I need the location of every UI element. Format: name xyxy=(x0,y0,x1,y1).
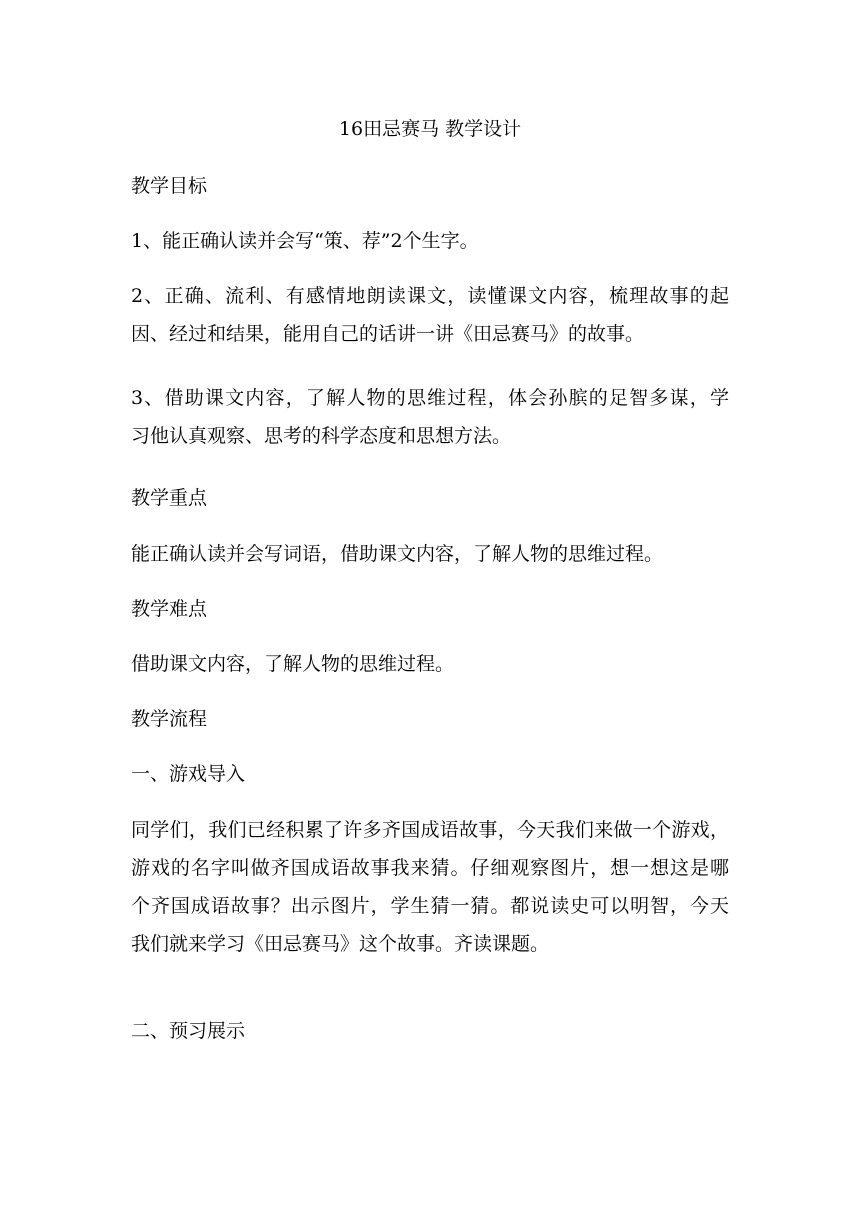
goal-1: 1、能正确认读并会写“策、荐”2个生字。 xyxy=(131,230,479,252)
goal-2 xyxy=(131,277,729,353)
section-1-line-1: 同学们，我们已经积累了许多齐国成语故事，今天我们来做一个游戏， xyxy=(131,819,729,841)
goal-3-line-2: 习他认真观察、思考的科学态度和思想方法。 xyxy=(131,425,512,447)
goals-heading: 教学目标 xyxy=(131,175,208,197)
section-1-line-3: 个齐国成语故事？出示图片，学生猜一猜。都说读史可以明智，今天 xyxy=(131,895,729,917)
document-title: 16田忌赛马 教学设计 xyxy=(338,118,522,140)
key-points-heading: 教学重点 xyxy=(131,487,208,509)
section-1-line-4: 我们就来学习《田忌赛马》这个故事。齐读课题。 xyxy=(131,933,550,955)
goal-2-line-2: 因、经过和结果，能用自己的话讲一讲《田忌赛马》的故事。 xyxy=(131,323,645,345)
process-heading: 教学流程 xyxy=(131,708,208,730)
section-1-body xyxy=(131,811,729,963)
goal-3-line-1: 3、借助课文内容，了解人物的思维过程，体会孙膑的足智多谋，学 xyxy=(131,387,729,409)
goal-2-line-1: 2、正确、流利、有感情地朗读课文，读懂课文内容，梳理故事的起 xyxy=(131,285,729,307)
section-1-line-2: 游戏的名字叫做齐国成语故事我来猜。仔细观察图片，想一想这是哪 xyxy=(131,857,729,879)
goal-3 xyxy=(131,379,729,455)
difficulty-text: 借助课文内容，了解人物的思维过程。 xyxy=(131,653,455,675)
difficulty-heading: 教学难点 xyxy=(131,598,208,620)
section-1-heading: 一、游戏导入 xyxy=(131,763,246,785)
section-2-heading: 二、预习展示 xyxy=(131,1020,246,1042)
key-points-text: 能正确认读并会写词语，借助课文内容，了解人物的思维过程。 xyxy=(131,543,664,565)
